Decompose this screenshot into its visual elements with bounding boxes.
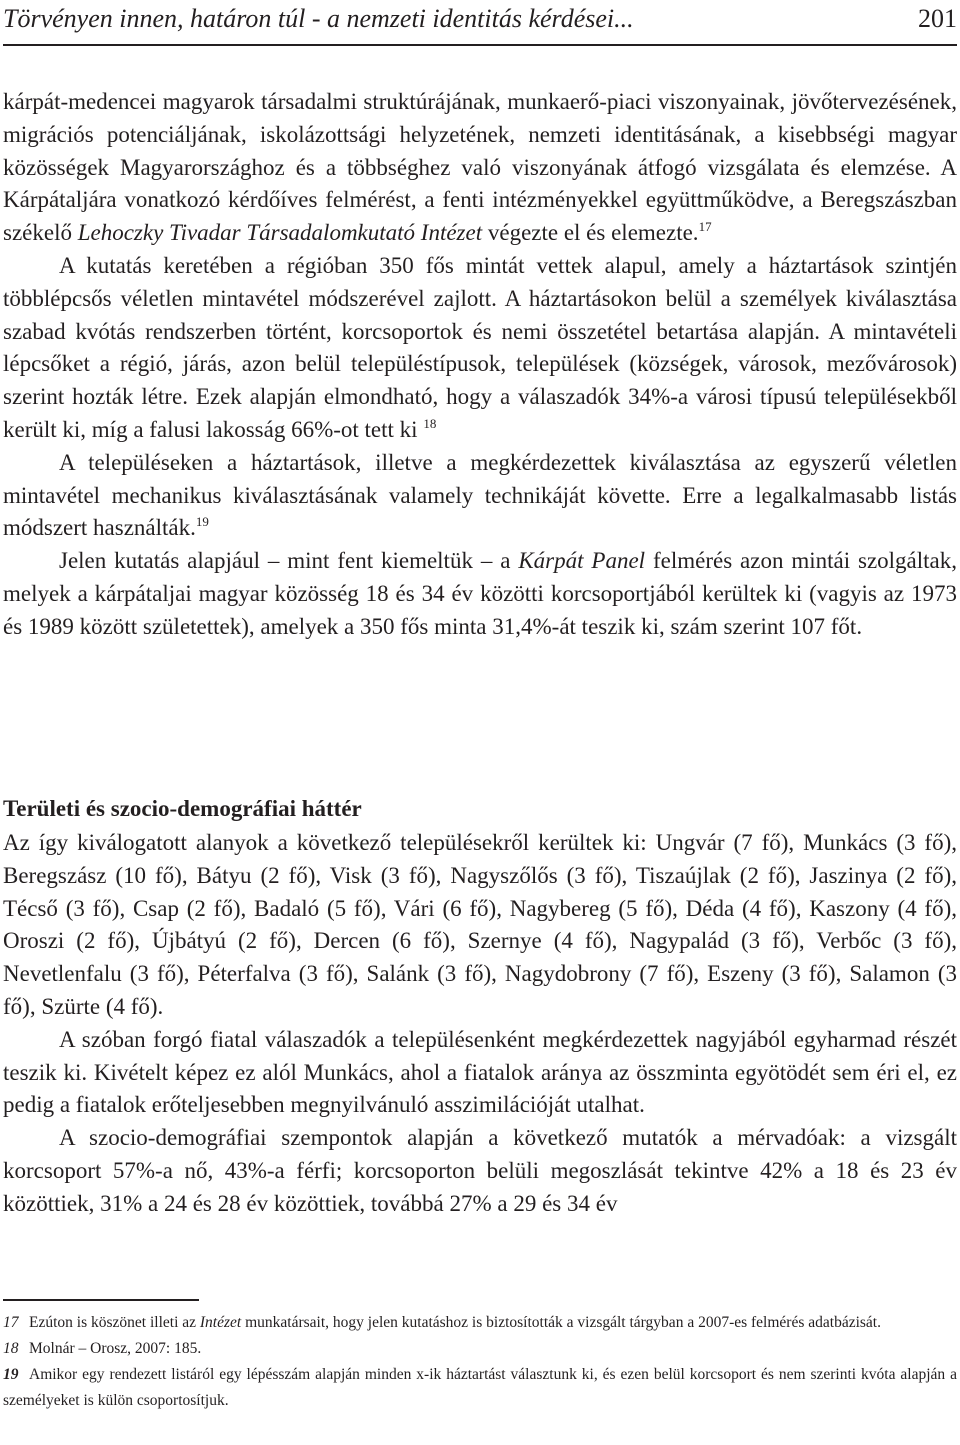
footnote-italic: Intézet xyxy=(199,1314,242,1331)
footnote-19 xyxy=(3,1362,957,1414)
footnotes xyxy=(3,1310,957,1414)
panel-name: Kárpát Panel xyxy=(518,548,646,574)
footnote-text: Ezúton is köszönet illeti az xyxy=(29,1314,200,1331)
footnote-divider xyxy=(3,1299,199,1301)
paragraph-1-text-end: végezte el és elemezte. xyxy=(482,220,699,246)
running-title: Törvényen innen, határon túl - a nemzeti identitás kérdései... xyxy=(3,4,634,33)
footnote-text: Amikor egy rendezett listáról egy lépésszám alapján minden x-ik háztartást választunk ki, és ezen belül korcsoport és nem szerinti kvóta alapján a személyeket is külön csoportosítjuk. xyxy=(3,1366,957,1409)
paragraph-1 xyxy=(3,86,957,250)
body-text xyxy=(3,86,957,644)
paragraph-4 xyxy=(3,545,957,643)
section-body xyxy=(3,827,957,1221)
footnote-number: 17 xyxy=(3,1314,19,1331)
footnote-text-end: munkatársait, hogy jelen kutatáshoz is biztosították a vizsgált tárgyban a 2007-es felmérés adatbázisát. xyxy=(241,1314,881,1331)
section-paragraph-2: A szóban forgó fiatal válaszadók a településenként megkérdezettek nagyjából egyharmad részét teszik ki. Kivételt képez ez alól Munkács, ahol a fiatalok aránya az összminta egyötödét sem éri el, ez pedig a fiatalok erőteljesebben megnyilvánuló asszimilációját utalhat. xyxy=(3,1026,957,1118)
institute-name: Lehoczky Tivadar Társadalomkutató Intézet xyxy=(77,220,483,246)
footnote-ref-18[interactable]: 18 xyxy=(423,415,437,431)
paragraph-4-text-end: felmérés azon mintái szolgáltak, melyek a kárpátaljai magyar közösség 18 és 34 év közötti korcsoportjából kerültek ki (vagyis az 1973 és 1989 között születettek), amelyek a 350 fős minta 31,4%-át teszik ki, szám szerint 107 főt. xyxy=(3,548,957,639)
paragraph-4-text: Jelen kutatás alapjául – mint fent kiemeltük – a xyxy=(59,548,519,574)
section-paragraph-3: A szocio-demográfiai szempontok alapján a következő mutatók a mérvadóak: a vizsgált korcsoport 57%-a nő, 43%-a férfi; korcsoporton belüli megoszlását tekintve 42% a 18 és 23 év közöttiek, 31% a 24 és 28 év közöttiek, továbbá 27% a 29 és 34 év xyxy=(3,1125,957,1216)
paragraph-2-text: A kutatás keretében a régióban 350 fős mintát vettek alapul, amely a háztartások szintjén többlépcsős véletlen mintavétel módszerével zajlott. A háztartásokon belül a személyek kiválasztása szabad kvótás rendszerben történt, korcsoportok és nemi összetétel betartása alapján. A mintavételi lépcsőket a régió, járás, azon belül településtípusok, települések (községek, városok, mezővárosok) szerint hozták létre. Ezek alapján elmondható, hogy a válaszadók 34%-a városi típusú településekből került ki, míg a falusi lakosság 66%-ot tett ki xyxy=(3,252,957,442)
footnote-18 xyxy=(3,1336,957,1362)
paragraph-2 xyxy=(3,250,957,447)
paragraph-3-text: A településeken a háztartások, illetve a megkérdezettek kiválasztása az egyszerű véletlen mintavétel mechanikus kiválasztásának valamely technikáját követte. Erre a legalkalmasabb listás módszert használták. xyxy=(3,449,957,541)
footnote-text: Molnár – Orosz, 2007: 185. xyxy=(29,1340,202,1357)
footnote-ref-19[interactable]: 19 xyxy=(195,514,209,530)
running-header xyxy=(3,0,957,46)
section-paragraph-1: Az így kiválogatott alanyok a következő településekről kerültek ki: Ungvár (7 fő), Munkács (3 fő), Beregszász (10 fő), Bátyu (2 fő), Visk (3 fő), Nagyszőlős (3 fő), Tiszaújlak (2 fő), Jaszinya (2 fő), Técső (3 fő), Csap (2 fő), Badaló (5 fő), Vári (6 fő), Nagybereg (5 fő), Déda (4 fő), Kaszony (4 fő), Oroszi (2 fő), Újbátyú (2 fő), Dercen (6 fő), Szernye (4 fő), Nagypalád (3 fő), Verbőc (3 fő), Nevetlenfalu (3 fő), Péterfalva (3 fő), Salánk (3 fő), Nagydobrony (7 fő), Eszeny (3 fő), Salamon (3 fő), Szürte (4 fő). xyxy=(3,830,957,1019)
paragraph-1-text: kárpát-medencei magyarok társadalmi struktúrájának, munkaerő-piaci viszonyainak, jövőtervezésének, migrációs potenciáljának, iskolázottsági helyzetének, nemzeti identitásának, a kisebbségi magyar közösségek Magyarországhoz és a többséghez való viszonyának átfogó vizsgálata és elemzése. A Kárpátaljára vonatkozó kérdőíves felmérést, a fenti intézményekkel együttműködve, a Beregszászban székelő xyxy=(3,89,957,246)
footnote-ref-17[interactable]: 17 xyxy=(698,219,712,235)
section-heading: Területi és szocio-demográfiai háttér xyxy=(3,796,362,821)
footnote-number: 19 xyxy=(3,1366,19,1383)
page-number: 201 xyxy=(918,4,957,33)
footnote-number: 18 xyxy=(3,1340,19,1357)
paragraph-3 xyxy=(3,447,957,545)
footnote-17 xyxy=(3,1310,957,1336)
